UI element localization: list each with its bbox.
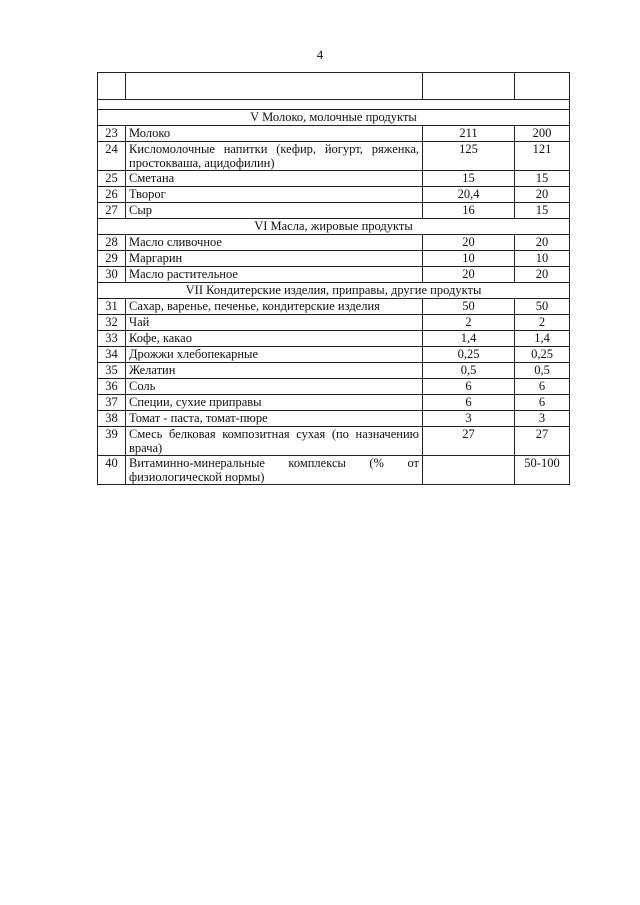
item-number: 37 bbox=[98, 395, 126, 411]
item-number: 25 bbox=[98, 171, 126, 187]
table-row bbox=[98, 235, 570, 251]
item-number: 39 bbox=[98, 427, 126, 456]
value-col-1 bbox=[423, 456, 515, 485]
value-col-1: 50 bbox=[423, 299, 515, 315]
value-col-2: 15 bbox=[515, 171, 570, 187]
product-name: Сметана bbox=[126, 171, 423, 187]
table-row bbox=[98, 251, 570, 267]
value-col-2: 121 bbox=[515, 142, 570, 171]
item-number: 31 bbox=[98, 299, 126, 315]
table-row bbox=[98, 203, 570, 219]
product-name: Томат - паста, томат-пюре bbox=[126, 411, 423, 427]
value-col-2: 50-100 bbox=[515, 456, 570, 485]
product-name: Смесь белковая композитная сухая (по назначению врача) bbox=[126, 427, 423, 456]
item-number: 29 bbox=[98, 251, 126, 267]
table-row bbox=[98, 171, 570, 187]
table-row bbox=[98, 363, 570, 379]
product-name: Масло растительное bbox=[126, 267, 423, 283]
item-number: 38 bbox=[98, 411, 126, 427]
value-col-2: 20 bbox=[515, 235, 570, 251]
product-name: Витаминно-минеральные комплексы (% от физиологической нормы) bbox=[126, 456, 423, 485]
value-col-1: 20 bbox=[423, 267, 515, 283]
item-number: 32 bbox=[98, 315, 126, 331]
table-row bbox=[98, 411, 570, 427]
table-row bbox=[98, 347, 570, 363]
value-col-1: 15 bbox=[423, 171, 515, 187]
value-col-1: 20 bbox=[423, 235, 515, 251]
item-number: 26 bbox=[98, 187, 126, 203]
table-row bbox=[98, 379, 570, 395]
section-title: VI Масла, жировые продукты bbox=[98, 219, 570, 235]
product-name: Сахар, варенье, печенье, кондитерские изделия bbox=[126, 299, 423, 315]
value-col-1: 1,4 bbox=[423, 331, 515, 347]
product-name: Сыр bbox=[126, 203, 423, 219]
header-row bbox=[98, 73, 570, 100]
table-row bbox=[98, 331, 570, 347]
product-name: Масло сливочное bbox=[126, 235, 423, 251]
table-row bbox=[98, 395, 570, 411]
table-row bbox=[98, 267, 570, 283]
value-col-2: 27 bbox=[515, 427, 570, 456]
item-number: 27 bbox=[98, 203, 126, 219]
item-number: 24 bbox=[98, 142, 126, 171]
value-col-2: 0,25 bbox=[515, 347, 570, 363]
product-name: Молоко bbox=[126, 126, 423, 142]
item-number: 30 bbox=[98, 267, 126, 283]
section-header-row bbox=[98, 219, 570, 235]
header-spacer-row bbox=[98, 100, 570, 110]
product-name: Дрожжи хлебопекарные bbox=[126, 347, 423, 363]
item-number: 33 bbox=[98, 331, 126, 347]
value-col-2: 6 bbox=[515, 395, 570, 411]
item-number: 28 bbox=[98, 235, 126, 251]
value-col-1: 20,4 bbox=[423, 187, 515, 203]
item-number: 40 bbox=[98, 456, 126, 485]
value-col-1: 10 bbox=[423, 251, 515, 267]
table-row bbox=[98, 142, 570, 171]
value-col-2: 3 bbox=[515, 411, 570, 427]
value-col-2: 20 bbox=[515, 187, 570, 203]
value-col-1: 6 bbox=[423, 395, 515, 411]
product-name: Соль bbox=[126, 379, 423, 395]
product-name: Маргарин bbox=[126, 251, 423, 267]
value-col-1: 0,5 bbox=[423, 363, 515, 379]
table-row bbox=[98, 299, 570, 315]
product-name: Кисломолочные напитки (кефир, йогурт, ряженка, простокваша, ацидофилин) bbox=[126, 142, 423, 171]
value-col-1: 125 bbox=[423, 142, 515, 171]
value-col-2: 0,5 bbox=[515, 363, 570, 379]
value-col-1: 0,25 bbox=[423, 347, 515, 363]
value-col-2: 50 bbox=[515, 299, 570, 315]
value-col-2: 20 bbox=[515, 267, 570, 283]
section-title: VII Кондитерские изделия, приправы, другие продукты bbox=[98, 283, 570, 299]
table-row bbox=[98, 456, 570, 485]
section-header-row bbox=[98, 110, 570, 126]
value-col-1: 6 bbox=[423, 379, 515, 395]
value-col-2: 10 bbox=[515, 251, 570, 267]
product-name: Чай bbox=[126, 315, 423, 331]
table-row bbox=[98, 315, 570, 331]
item-number: 36 bbox=[98, 379, 126, 395]
value-col-2: 2 bbox=[515, 315, 570, 331]
section-header-row bbox=[98, 283, 570, 299]
value-col-1: 211 bbox=[423, 126, 515, 142]
product-name: Желатин bbox=[126, 363, 423, 379]
product-name: Творог bbox=[126, 187, 423, 203]
item-number: 23 bbox=[98, 126, 126, 142]
table-row bbox=[98, 187, 570, 203]
value-col-1: 27 bbox=[423, 427, 515, 456]
table-row bbox=[98, 126, 570, 142]
value-col-2: 200 bbox=[515, 126, 570, 142]
item-number: 35 bbox=[98, 363, 126, 379]
food-norms-table bbox=[97, 72, 570, 485]
value-col-2: 1,4 bbox=[515, 331, 570, 347]
item-number: 34 bbox=[98, 347, 126, 363]
value-col-2: 6 bbox=[515, 379, 570, 395]
value-col-1: 16 bbox=[423, 203, 515, 219]
value-col-2: 15 bbox=[515, 203, 570, 219]
page-number: 4 bbox=[316, 47, 324, 62]
table-row bbox=[98, 427, 570, 456]
value-col-1: 2 bbox=[423, 315, 515, 331]
value-col-1: 3 bbox=[423, 411, 515, 427]
section-title: V Молоко, молочные продукты bbox=[98, 110, 570, 126]
product-name: Кофе, какао bbox=[126, 331, 423, 347]
product-name: Специи, сухие приправы bbox=[126, 395, 423, 411]
